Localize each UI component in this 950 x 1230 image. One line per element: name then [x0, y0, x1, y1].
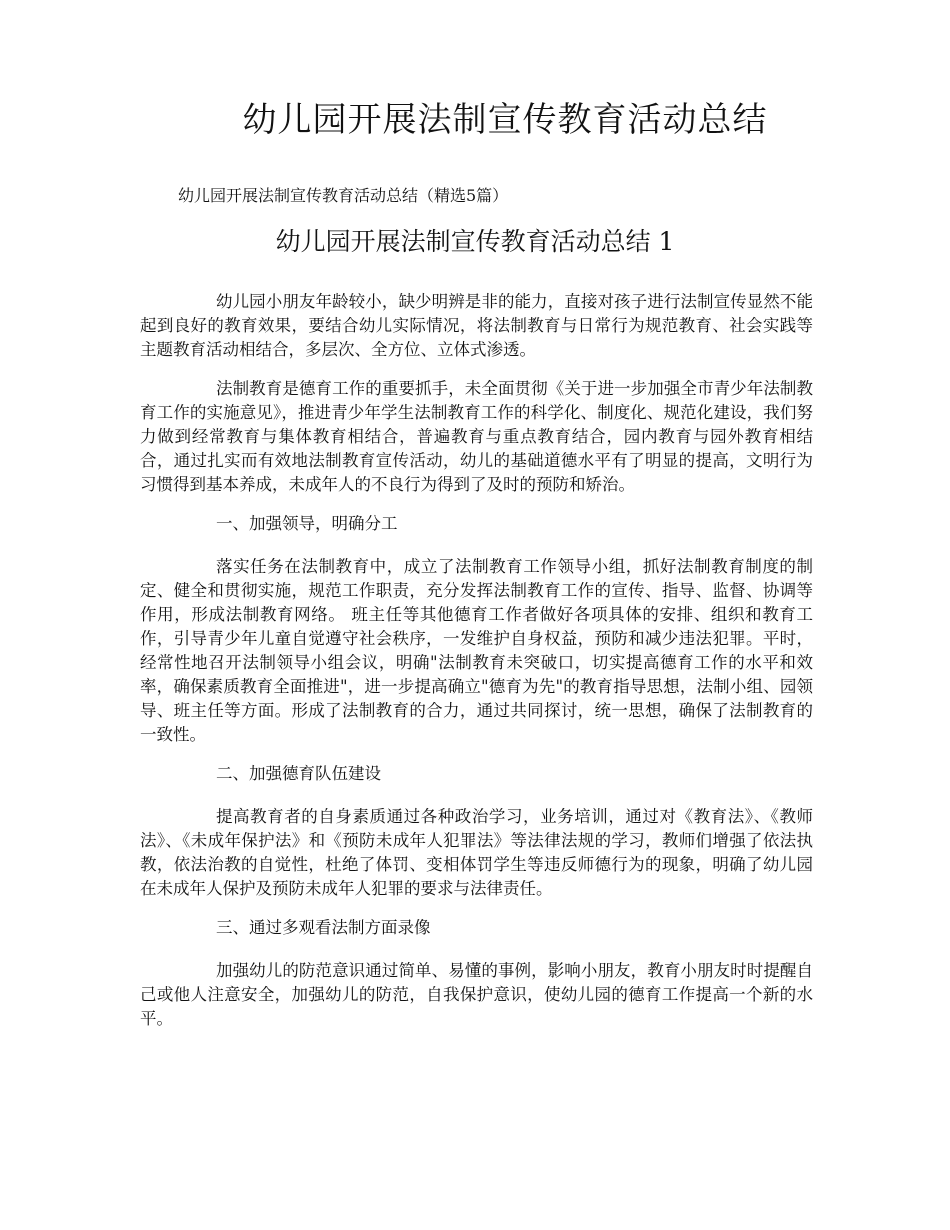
- document-body: [140, 290, 813, 1046]
- body-paragraph: 提高教育者的自身素质通过各种政治学习，业务培训，通过对《教育法》、《教师法》、《未成年保护法》和《预防未成年人犯罪法》等法律法规的学习，教师们增强了依法执教，依法治教的自觉性，杜绝了体罚、变相体罚学生等违反师德行为的现象，明确了幼儿园在未成年人保护及预防未成年人犯罪的要求与法律责任。: [140, 807, 813, 898]
- subsection-heading: 三、通过多观看法制方面录像: [216, 918, 431, 937]
- subsection-heading: 一、加强领导，明确分工: [216, 514, 398, 533]
- document-title: 幼儿园开展法制宣传教育活动总结: [242, 100, 768, 140]
- body-paragraph: 落实任务在法制教育中，成立了法制教育工作领导小组，抓好法制教育制度的制定、健全和贯彻实施，规范工作职责，充分发挥法制教育工作的宣传、指导、监督、协调等作用，形成法制教育网络。 班主任等其他德育工作者做好各项具体的安排、组织和教育工作，引导青少年儿童自觉遵守社会秩序，一发维护自身权益，预防和减少违法犯罪。平时，经常性地召开法制领导小组会议，明确"法制教育未突破口，切实提高德育工作的水平和效率，确保素质教育全面推进"，进一步提高确立"德育为先"的教育指导思想，法制小组、园领导、班主任等方面。形成了法制教育的合力，通过共同探讨，统一思想，确保了法制教育的一致性。: [140, 557, 813, 744]
- body-paragraph: 法制教育是德育工作的重要抓手，未全面贯彻《关于进一步加强全市青少年法制教育工作的实施意见》，推进青少年学生法制教育工作的科学化、制度化、规范化建设，我们努力做到经常教育与集体教育相结合，普遍教育与重点教育结合，园内教育与园外教育相结合，通过扎实而有效地法制教育宣传活动，幼儿的基础道德水平有了明显的提高，文明行为习惯得到基本养成，未成年人的不良行为得到了及时的预防和矫治。: [140, 379, 813, 494]
- subsection-heading: 二、加强德育队伍建设: [216, 764, 381, 783]
- body-paragraph: 幼儿园小朋友年龄较小，缺少明辨是非的能力，直接对孩子进行法制宣传显然不能起到良好的教育效果，要结合幼儿实际情况，将法制教育与日常行为规范教育、社会实践等主题教育活动相结合，多层次、全方位、立体式渗透。: [140, 292, 813, 359]
- document-subtitle: 幼儿园开展法制宣传教育活动总结（精选5篇）: [178, 186, 509, 205]
- section-title: 幼儿园开展法制宣传教育活动总结 1: [275, 227, 675, 256]
- body-paragraph: 加强幼儿的防范意识通过简单、易懂的事例，影响小朋友，教育小朋友时时提醒自己或他人注意安全，加强幼儿的防范，自我保护意识，使幼儿园的德育工作提高一个新的水平。: [140, 961, 813, 1028]
